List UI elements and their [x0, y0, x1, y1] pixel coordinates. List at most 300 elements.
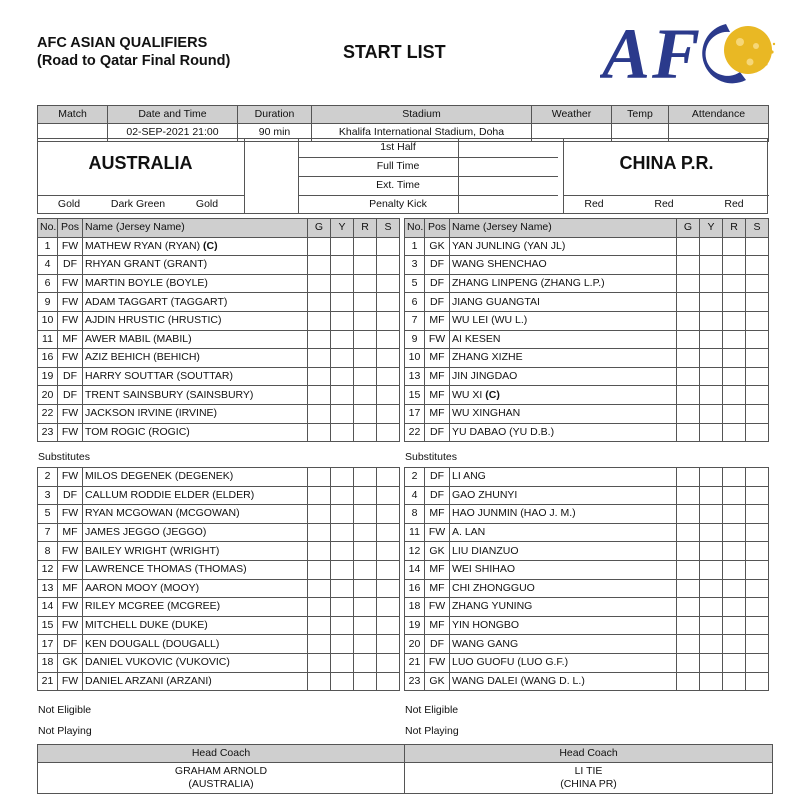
yellow-cell: [700, 293, 723, 312]
player-number: 9: [405, 330, 425, 349]
player-name: JIN JINGDAO: [452, 370, 518, 383]
sub-cell: [746, 598, 769, 617]
player-position: DF: [425, 635, 450, 654]
goals-cell: [677, 256, 700, 275]
goals-cell: [308, 349, 331, 368]
player-number: 1: [405, 237, 425, 256]
goals-cell: [308, 635, 331, 654]
yellow-cell: [331, 468, 354, 487]
yellow-cell: [331, 237, 354, 256]
goals-cell: [677, 542, 700, 561]
col-weather: Weather: [532, 106, 612, 124]
player-row: [405, 505, 769, 524]
player-position: FW: [58, 468, 83, 487]
player-position: FW: [58, 505, 83, 524]
player-name: DANIEL VUKOVIC (VUKOVIC): [85, 656, 230, 669]
yellow-cell: [700, 579, 723, 598]
red-cell: [354, 653, 377, 672]
player-number: 12: [38, 560, 58, 579]
goals-cell: [677, 367, 700, 386]
player-row: [405, 616, 769, 635]
red-cell: [723, 330, 746, 349]
player-row: [405, 635, 769, 654]
player-name: WU LEI (WU L.): [452, 314, 528, 327]
red-cell: [723, 367, 746, 386]
sub-cell: [377, 423, 400, 442]
player-row: [405, 672, 769, 691]
player-row: [38, 293, 400, 312]
player-row: [405, 349, 769, 368]
sub-cell: [377, 635, 400, 654]
player-name-cell: [450, 274, 677, 293]
red-cell: [354, 330, 377, 349]
player-position: FW: [58, 423, 83, 442]
sub-cell: [746, 349, 769, 368]
player-name: LI ANG: [452, 470, 486, 483]
player-position: MF: [425, 505, 450, 524]
hdr-pos: Pos: [58, 219, 83, 238]
player-name-cell: [83, 579, 308, 598]
player-name-cell: [83, 256, 308, 275]
goals-cell: [677, 505, 700, 524]
player-name-cell: [83, 542, 308, 561]
player-position: GK: [58, 653, 83, 672]
player-position: FW: [425, 330, 450, 349]
yellow-cell: [331, 486, 354, 505]
sub-cell: [746, 293, 769, 312]
goals-cell: [677, 598, 700, 617]
goals-cell: [677, 653, 700, 672]
goals-cell: [308, 330, 331, 349]
player-name: AWER MABIL (MABIL): [85, 332, 192, 345]
yellow-cell: [700, 486, 723, 505]
player-position: DF: [58, 486, 83, 505]
goals-cell: [677, 330, 700, 349]
sub-cell: [746, 486, 769, 505]
yellow-cell: [700, 367, 723, 386]
hdr-pos: Pos: [425, 219, 450, 238]
player-row: [38, 560, 400, 579]
sub-cell: [377, 653, 400, 672]
goals-cell: [677, 386, 700, 405]
player-name: A. LAN: [452, 526, 486, 539]
yellow-cell: [331, 404, 354, 423]
player-name-cell: [83, 616, 308, 635]
player-number: 3: [405, 256, 425, 275]
home-kit-3: Gold: [195, 198, 219, 210]
yellow-cell: [700, 653, 723, 672]
player-row: [38, 486, 400, 505]
player-number: 10: [38, 311, 58, 330]
stadium-value: Khalifa International Stadium, Doha: [312, 124, 532, 142]
yellow-cell: [331, 349, 354, 368]
player-name: MILOS DEGENEK (DEGENEK): [85, 470, 234, 483]
captain-mark: (C): [485, 388, 500, 401]
player-name-cell: [83, 672, 308, 691]
player-position: FW: [58, 616, 83, 635]
player-name: RYAN MCGOWAN (MCGOWAN): [85, 507, 240, 520]
yellow-cell: [331, 256, 354, 275]
player-row: [405, 542, 769, 561]
away-kit-2: Red: [654, 198, 674, 210]
player-name-cell: [450, 579, 677, 598]
player-name-cell: [450, 311, 677, 330]
player-row: [38, 386, 400, 405]
score-box: [37, 138, 768, 214]
datetime-value: 02-SEP-2021 21:00: [108, 124, 238, 142]
yellow-cell: [331, 616, 354, 635]
player-number: 17: [405, 404, 425, 423]
goals-cell: [677, 423, 700, 442]
player-row: [405, 256, 769, 275]
player-name-cell: [83, 468, 308, 487]
red-cell: [354, 349, 377, 368]
red-cell: [354, 486, 377, 505]
player-name-cell: [83, 523, 308, 542]
player-name-cell: [83, 330, 308, 349]
red-cell: [723, 274, 746, 293]
away-subs-label: Substitutes: [405, 451, 457, 463]
player-row: [38, 256, 400, 275]
player-name: BAILEY WRIGHT (WRIGHT): [85, 544, 220, 557]
goals-cell: [677, 616, 700, 635]
red-cell: [723, 505, 746, 524]
player-position: FW: [58, 274, 83, 293]
player-number: 2: [38, 468, 58, 487]
player-name: AJDIN HRUSTIC (HRUSTIC): [85, 314, 222, 327]
player-position: MF: [425, 404, 450, 423]
player-name: WANG DALEI (WANG D. L.): [452, 674, 585, 687]
player-name-cell: [450, 330, 677, 349]
player-position: MF: [58, 523, 83, 542]
hdr-g: G: [308, 219, 331, 238]
home-coach-name: GRAHAM ARNOLD: [174, 765, 268, 777]
sub-cell: [377, 672, 400, 691]
red-cell: [723, 486, 746, 505]
sub-cell: [746, 367, 769, 386]
home-team-name: AUSTRALIA: [88, 153, 193, 173]
title-line-1: AFC ASIAN QUALIFIERS: [37, 35, 208, 51]
player-number: 5: [38, 505, 58, 524]
player-position: GK: [425, 237, 450, 256]
player-name: GAO ZHUNYI: [452, 488, 518, 501]
player-name: TOM ROGIC (ROGIC): [85, 425, 190, 438]
player-row: [405, 598, 769, 617]
sub-cell: [746, 523, 769, 542]
player-name-cell: [450, 672, 677, 691]
player-row: [405, 367, 769, 386]
yellow-cell: [331, 653, 354, 672]
red-cell: [723, 653, 746, 672]
player-position: DF: [425, 274, 450, 293]
player-position: FW: [58, 237, 83, 256]
sub-cell: [746, 386, 769, 405]
player-number: 15: [38, 616, 58, 635]
afc-logo-text: A: [602, 14, 651, 86]
hdr-name: Name (Jersey Name): [83, 219, 308, 238]
player-position: MF: [425, 311, 450, 330]
player-number: 17: [38, 635, 58, 654]
player-row: [38, 616, 400, 635]
player-row: [38, 579, 400, 598]
player-number: 7: [38, 523, 58, 542]
player-position: FW: [425, 523, 450, 542]
red-cell: [354, 367, 377, 386]
player-row: [38, 274, 400, 293]
player-position: FW: [58, 293, 83, 312]
player-row: [38, 672, 400, 691]
player-row: [38, 330, 400, 349]
sub-cell: [377, 579, 400, 598]
red-cell: [723, 293, 746, 312]
player-name: WU XINGHAN: [452, 407, 521, 420]
player-name: ZHANG LINPENG (ZHANG L.P.): [452, 277, 605, 290]
goals-cell: [308, 423, 331, 442]
full-time-label: Full Time: [376, 160, 420, 172]
goals-cell: [677, 468, 700, 487]
player-name-cell: [450, 505, 677, 524]
red-cell: [354, 423, 377, 442]
player-number: 8: [38, 542, 58, 561]
player-position: MF: [58, 330, 83, 349]
player-row: [38, 505, 400, 524]
player-name: HARRY SOUTTAR (SOUTTAR): [85, 370, 233, 383]
sub-cell: [377, 256, 400, 275]
player-position: DF: [58, 635, 83, 654]
player-row: [405, 468, 769, 487]
ext-time-label: Ext. Time: [376, 179, 420, 191]
duration-value: 90 min: [238, 124, 312, 142]
player-name: MATHEW RYAN (RYAN): [85, 239, 201, 252]
goals-cell: [308, 237, 331, 256]
away-not-playing: Not Playing: [405, 725, 459, 737]
player-number: 1: [38, 237, 58, 256]
red-cell: [723, 523, 746, 542]
player-number: 12: [405, 542, 425, 561]
player-number: 19: [405, 616, 425, 635]
hdr-y: Y: [331, 219, 354, 238]
player-name-cell: [83, 404, 308, 423]
player-number: 18: [405, 598, 425, 617]
away-coach-name: LI TIE: [574, 765, 603, 777]
red-cell: [354, 598, 377, 617]
yellow-cell: [331, 560, 354, 579]
red-cell: [723, 579, 746, 598]
player-row: [38, 311, 400, 330]
red-cell: [723, 468, 746, 487]
player-position: FW: [58, 542, 83, 561]
goals-cell: [677, 523, 700, 542]
player-name: CALLUM RODDIE ELDER (ELDER): [85, 488, 255, 501]
goals-cell: [677, 349, 700, 368]
player-position: DF: [425, 256, 450, 275]
sub-cell: [746, 653, 769, 672]
player-row: [405, 523, 769, 542]
red-cell: [723, 672, 746, 691]
sub-cell: [377, 237, 400, 256]
player-row: [405, 486, 769, 505]
yellow-cell: [331, 635, 354, 654]
red-cell: [354, 256, 377, 275]
sub-cell: [377, 616, 400, 635]
player-row: [405, 274, 769, 293]
player-number: 20: [38, 386, 58, 405]
player-number: 14: [38, 598, 58, 617]
away-kit-3: Red: [724, 198, 744, 210]
sub-cell: [377, 486, 400, 505]
player-name-cell: [450, 349, 677, 368]
player-name: AARON MOOY (MOOY): [85, 581, 200, 594]
player-position: GK: [425, 672, 450, 691]
player-number: 13: [38, 579, 58, 598]
player-number: 21: [38, 672, 58, 691]
player-name: LIU DIANZUO: [452, 544, 519, 557]
player-number: 16: [38, 349, 58, 368]
player-number: 10: [405, 349, 425, 368]
red-cell: [723, 256, 746, 275]
player-row: [405, 579, 769, 598]
player-name: KEN DOUGALL (DOUGALL): [85, 637, 220, 650]
player-name: YAN JUNLING (YAN JL): [452, 239, 566, 252]
yellow-cell: [700, 542, 723, 561]
goals-cell: [308, 386, 331, 405]
yellow-cell: [700, 523, 723, 542]
sub-cell: [746, 560, 769, 579]
sub-cell: [746, 423, 769, 442]
goals-cell: [308, 367, 331, 386]
goals-cell: [308, 523, 331, 542]
hdr-s: S: [746, 219, 769, 238]
player-name-cell: [83, 311, 308, 330]
player-number: 3: [38, 486, 58, 505]
away-starters-table: [404, 218, 769, 442]
doc-title: START LIST: [343, 42, 446, 62]
home-subs-label: Substitutes: [38, 451, 90, 463]
player-name: ZHANG XIZHE: [452, 351, 523, 364]
sub-cell: [377, 505, 400, 524]
player-position: FW: [58, 404, 83, 423]
player-position: FW: [58, 560, 83, 579]
player-position: FW: [425, 653, 450, 672]
sub-cell: [746, 672, 769, 691]
player-name-cell: [450, 542, 677, 561]
player-number: 20: [405, 635, 425, 654]
goals-cell: [308, 505, 331, 524]
home-starters-table: [37, 218, 400, 442]
goals-cell: [308, 311, 331, 330]
player-position: MF: [425, 616, 450, 635]
player-name: HAO JUNMIN (HAO J. M.): [452, 507, 576, 520]
player-row: [405, 330, 769, 349]
red-cell: [354, 293, 377, 312]
player-name-cell: [450, 404, 677, 423]
player-name-cell: [83, 423, 308, 442]
svg-text:F: F: [652, 14, 701, 86]
player-name-cell: [83, 486, 308, 505]
goals-cell: [308, 404, 331, 423]
sub-cell: [377, 560, 400, 579]
player-position: DF: [425, 423, 450, 442]
sub-cell: [746, 616, 769, 635]
goals-cell: [677, 486, 700, 505]
red-cell: [354, 672, 377, 691]
sub-cell: [746, 256, 769, 275]
player-number: 8: [405, 505, 425, 524]
player-position: GK: [425, 542, 450, 561]
player-row: [405, 560, 769, 579]
player-row: [405, 293, 769, 312]
red-cell: [354, 468, 377, 487]
yellow-cell: [700, 423, 723, 442]
red-cell: [723, 598, 746, 617]
player-number: 13: [405, 367, 425, 386]
player-number: 5: [405, 274, 425, 293]
sub-cell: [746, 468, 769, 487]
player-name-cell: [450, 486, 677, 505]
yellow-cell: [700, 468, 723, 487]
yellow-cell: [700, 616, 723, 635]
col-temp: Temp: [612, 106, 669, 124]
player-name: WU XI: [452, 388, 483, 401]
sub-cell: [377, 274, 400, 293]
player-position: MF: [58, 579, 83, 598]
player-row: [38, 635, 400, 654]
goals-cell: [308, 486, 331, 505]
home-subs-table: [37, 467, 400, 691]
red-cell: [723, 311, 746, 330]
sub-cell: [377, 311, 400, 330]
yellow-cell: [700, 598, 723, 617]
goals-cell: [308, 672, 331, 691]
sub-cell: [746, 330, 769, 349]
player-name: AI KESEN: [452, 332, 501, 345]
goals-cell: [677, 672, 700, 691]
player-position: DF: [58, 367, 83, 386]
sub-cell: [377, 523, 400, 542]
player-position: DF: [425, 486, 450, 505]
yellow-cell: [331, 505, 354, 524]
player-name: JACKSON IRVINE (IRVINE): [85, 407, 218, 420]
yellow-cell: [331, 311, 354, 330]
player-name-cell: [83, 237, 308, 256]
goals-cell: [677, 293, 700, 312]
red-cell: [723, 423, 746, 442]
yellow-cell: [700, 635, 723, 654]
yellow-cell: [700, 330, 723, 349]
player-number: 6: [405, 293, 425, 312]
player-name-cell: [83, 349, 308, 368]
player-name-cell: [450, 653, 677, 672]
player-row: [38, 468, 400, 487]
player-number: 15: [405, 386, 425, 405]
player-row: [38, 349, 400, 368]
goals-cell: [677, 560, 700, 579]
yellow-cell: [700, 404, 723, 423]
player-number: 21: [405, 653, 425, 672]
player-name-cell: [450, 598, 677, 617]
yellow-cell: [700, 505, 723, 524]
player-row: [405, 311, 769, 330]
sub-cell: [746, 635, 769, 654]
sub-cell: [377, 542, 400, 561]
player-number: 4: [38, 256, 58, 275]
player-name: JIANG GUANGTAI: [452, 295, 540, 308]
goals-cell: [308, 293, 331, 312]
goals-cell: [308, 542, 331, 561]
player-name: RILEY MCGREE (MCGREE): [85, 600, 221, 613]
player-row: [38, 367, 400, 386]
player-row: [38, 542, 400, 561]
